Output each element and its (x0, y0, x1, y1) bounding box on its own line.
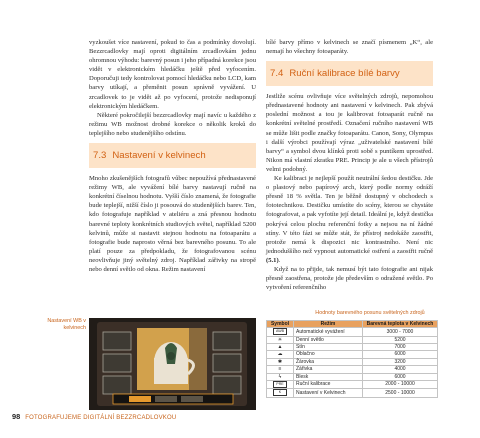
value-cell: 3000 - 7000 (363, 328, 438, 336)
symbol-cell (267, 381, 294, 389)
fluorescent-icon: ≡ (267, 366, 294, 373)
kelvin-icon: K (273, 389, 287, 396)
shade-icon: ▲ (267, 344, 294, 351)
table-row (267, 344, 438, 351)
value-cell: 4000 (363, 366, 438, 373)
header-symbol: Symbol (267, 321, 294, 328)
table-row (267, 336, 438, 343)
pre-icon: PRE (273, 381, 287, 388)
table-row (267, 373, 438, 380)
right-column (266, 38, 433, 292)
flash-icon: ϟ (267, 373, 294, 380)
right-paragraph-1: bílé barvy přímo v kelvinech se značí písmenem „K“, ale nemají ho všechny fotoaparáty. (266, 39, 433, 56)
value-cell: 2500 - 10000 (363, 389, 438, 397)
paragraph-end: . (278, 256, 281, 264)
figure-caption-left: Nastavení WB v kelvinech (47, 318, 86, 331)
table-row (267, 366, 438, 373)
table-caption: Hodnoty barevného posunu světelných zdrojů (315, 310, 425, 316)
value-cell: 7000 (363, 344, 438, 351)
value-cell: 3200 (363, 358, 438, 365)
table-row (267, 328, 438, 336)
right-paragraph-3 (266, 174, 433, 265)
mode-cell: Stín (294, 344, 363, 351)
mode-cell: Denní světlo (294, 336, 363, 343)
left-paragraph-1: vyzkoušet více nastavení, pokud to čas a podmínky dovolují. Bezzrcadlovky mají oproti digitálním zrcadlovkám jednu ohromnou výhodu: barevný posun i jeho případná korekce jsou vidět v elektronickém hledáčku ještě před vyfocením. Doporučuji tedy kontrolovat pomocí hledáčku nebo LCD, kam barvy utíkají, a přeměnit posun správně vyvážení. U zrcadlovek to je vidět až po vyfocení, protože nedisponují elektronickým hledáčkem. (89, 39, 257, 110)
mode-cell: Ruční kalibrace (294, 381, 363, 389)
right-paragraph-4: Když na to přijde, tak nemusí být tato fotografie ani nijak přesně zaostřena, protože jde především o odražené světlo. Po vytvoření referenčního (266, 265, 433, 292)
page-footer (12, 412, 176, 421)
value-cell: 2000 - 10000 (363, 381, 438, 389)
section-number: 7.3 (93, 150, 107, 162)
table-row (267, 389, 438, 397)
symbol-cell (267, 389, 294, 397)
table-row (267, 381, 438, 389)
value-cell: 5200 (363, 336, 438, 343)
awb-icon: AWB (273, 328, 287, 335)
paragraph-text: Ke kalibraci je nejlepší použít neutrální šedou destičku. Jde o plastový nebo papírový arch, který podle normy odráží přesně 18 % světla. Ten je běžně dostupný v obchodech s fototechnikou. Destičku umístíte do scény, kterou se chystáte fotografovat, a pak vyfotíte její detail. Ideální je, když destička pokrývá celou plochu referenční fotky a nejsou na ní žádné stíny. V této fázi se může stát, že přístroj nedokáže zaostřit, protože nemá k dispozici nic kontrastního. Není nic jednoduššího než vypnout automatické ostření a zaostřit ručně (266, 175, 433, 255)
mode-cell: Blesk (294, 373, 363, 380)
right-paragraph-2: Jestliže scénu ovlivňuje více světelných zdrojů, nepomohou přednastavené hodnoty ani nastavení v kelvinech. Pak zbývá poslední možnost a tou je kalibrovat fotoaparát ručně na konkrétní světelné prostředí. Označení ručního nastavení WB se může lišit podle značky fotoaparátu. Canon, Sony, Olympus i další výrobci používají výraz „uživatelské nastavení bílé barvy“ a symbol dvou klínků proti sobě s puntíkem uprostřed. Nikon má vlastní zkratku PRE. Princip je ale u všech přístrojů velmi podobný. (266, 93, 433, 173)
section-number: 7.4 (270, 68, 284, 80)
left-paragraph-3: Mnoho zkušenějších fotografů vůbec nepoužívá přednastavené režimy WB, ale vyvážení bílé barvy nastavují ručně na konkrétní číselnou hodnotu. Vyšší číslo znamená, že fotografie bude teplejší, nižší číslo ji posouvá do studenějších barev. Ten, kdo fotografuje například v ateliéru a zná přesnou hodnotu barevné teploty konkrétních studiových světel, například 5200 kelvinů, může si nastavit stejnou hodnotu na fotoaparátu a fotografie bude naprosto věrná bez barevného posunu. To ale platí pouze za předpokladu, že fotografovanou scénu neovlivňuje jiný světelný zdroj. Například zářivky na stropě nebo denní světlo od okna. Režim nastavení (89, 175, 256, 273)
left-column (89, 38, 256, 274)
figure-reference: (5.1) (266, 256, 279, 264)
photo-illustration (89, 318, 256, 410)
mode-cell: Zářivka (294, 366, 363, 373)
mode-cell: Žárovka (294, 358, 363, 365)
page-number: 98 (12, 412, 21, 421)
value-cell: 6000 (363, 373, 438, 380)
header-temperature: Barevná teplota v Kelvinech (363, 321, 438, 328)
white-balance-table (266, 320, 438, 398)
mode-cell: Nastavení v Kelvinech (294, 389, 363, 397)
table-header-row (267, 321, 438, 328)
section-title: Ruční kalibrace bílé barvy (289, 68, 400, 80)
left-paragraph-2: Některé pokročilejší bezzrcadlovky mají navíc u každého z režimu WB možnost drobné korekce o několik kroků do teplejšího nebo studenějšího odstínu. (89, 111, 256, 137)
tungsten-icon: ✱ (267, 358, 294, 365)
running-title: FOTOGRAFUJEME DIGITÁLNÍ BEZZRCADLOVKOU (25, 415, 177, 421)
header-mode: Režim (294, 321, 363, 328)
value-cell: 6000 (363, 351, 438, 358)
table-row (267, 351, 438, 358)
camera-screen-photo (89, 318, 256, 410)
symbol-cell (267, 328, 294, 336)
mode-cell: Automatické vyvážení (294, 328, 363, 336)
mode-cell: Oblačno (294, 351, 363, 358)
sun-icon: ☀ (267, 336, 294, 343)
section-heading-7-3 (89, 143, 256, 168)
section-heading-7-4 (266, 61, 433, 86)
table-row (267, 358, 438, 365)
cloud-icon: ☁ (267, 351, 294, 358)
section-title: Nastavení v kelvinech (112, 150, 206, 162)
